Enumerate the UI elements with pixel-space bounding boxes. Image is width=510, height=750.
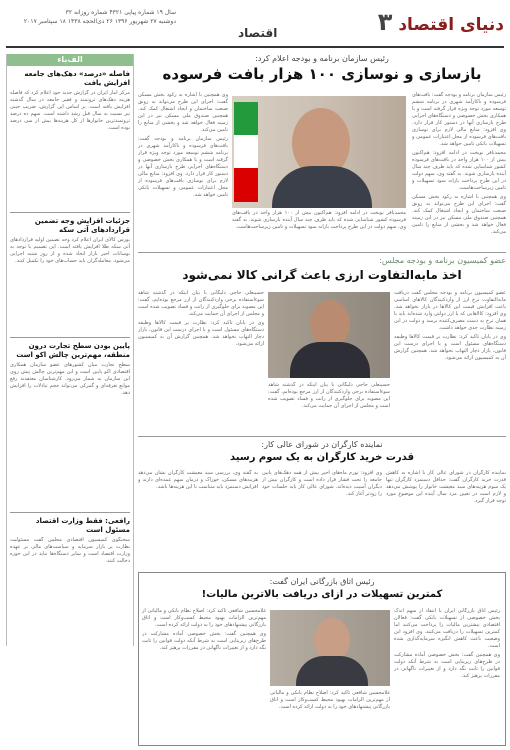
fourth-story-column-under-photo: غلامحسین شافعی تاکید کرد: اصلاح نظام بانکی و مالیاتی از مهم‌ترین الزامات بهبود محیط کسب‌وکار است و اتاق بازرگانی پیشنهادهای خود را به دولت ارائه کرده است. bbox=[270, 690, 390, 710]
third-story-column-left: به گفته وی، بررسی سبد معیشت کارگران نشان می‌دهد هزینه‌های مسکن، خوراک و درمان سهم عمده‌ای دارند و افزایش دستمزد باید متناسب با این هزینه‌ها باشد. bbox=[138, 470, 258, 490]
dateline-issue: سال ۱۹ شماره پیاپی ۴۳۲۱ شماره روزانه ۳۲ bbox=[65, 9, 176, 16]
masthead bbox=[6, 4, 504, 48]
dateline-date: دوشنبه ۲۷ شهریور ۱۳۹۶ ۲۶ ذی‌الحجه ۱۴۳۸ ۱۸ سپتامبر ۲۰۱۷ bbox=[23, 18, 176, 25]
sidebar-item bbox=[7, 342, 133, 508]
brand-name: دنیای اقتصاد bbox=[398, 15, 504, 35]
top-story-photo bbox=[232, 96, 406, 208]
sidebar-item-title: فاصله «درصد» دهک‌های جامعه افزایش یافت bbox=[24, 70, 130, 87]
sidebar-item-body: بورس کالای ایران اعلام کرد وجه تضمین اولیه قراردادهای آتی سکه طلا افزایش یافته است. این تصمیم با توجه به نوسانات اخیر بازار اتخاذ شده و از روز شنبه اجرایی می‌شود. معامله‌گران باید حساب‌های خود را تکمیل کنند. bbox=[10, 237, 130, 264]
top-story-column-left: وی همچنین با اشاره به رکود بخش مسکن گفت: اجرای این طرح می‌تواند به رونق صنعت ساختمان و ایجاد اشتغال کمک کند. همچنین صندوق ملی مسکن نیز در این زمینه فعال خواهد شد و بخشی از منابع را تامین می‌کند. رئیس سازمان برنامه و بودجه گفت: بافت‌های فرسوده و ناکارآمد شهری در برنامه ششم توسعه مورد توجه ویژه قرار گرفته است و با همکاری بخش خصوصی و دستگاه‌های اجرایی طرح بازسازی آنها در دستور کار قرار دارد. وی افزود: منابع مالی لازم برای نوسازی بافت‌های فرسوده از محل اعتبارات عمومی و تسهیلات بانکی تامین خواهد شد. bbox=[138, 92, 228, 198]
sidebar-item-title: رافعی: فقط وزارت اقتصاد مسئول است bbox=[35, 517, 130, 534]
top-story-column-right: رئیس سازمان برنامه و بودجه گفت: بافت‌های فرسوده و ناکارآمد شهری در برنامه ششم توسعه مورد توجه ویژه قرار گرفته است و با همکاری بخش خصوصی و دستگاه‌های اجرایی طرح بازسازی آنها در دستور کار قرار دارد. وی افزود: منابع مالی لازم برای نوسازی بافت‌های فرسوده از محل اعتبارات عمومی و تسهیلات بانکی تامین خواهد شد. محمدباقر نوبخت در ادامه افزود: هم‌اکنون بیش از ۱۰۰ هزار واحد در بافت‌های فرسوده کشور شناسایی شده که باید ظرف چند سال آینده بازسازی شوند. به گفته وی، سهم دولت در این طرح پرداخت یارانه سود تسهیلات و تامین زیرساخت‌هاست. وی همچنین با اشاره به رکود بخش مسکن گفت: اجرای این طرح می‌تواند به رونق صنعت ساختمان و ایجاد اشتغال کمک کند. همچنین صندوق ملی مسکن نیز در این زمینه فعال خواهد شد و بخشی از منابع را تامین می‌کند. bbox=[412, 92, 506, 235]
fourth-story-column-right: رئیس اتاق بازرگانی ایران با انتقاد از سهم اندک بخش خصوصی از تسهیلات بانکی گفت: فعالان اقتصادی بیشترین مالیات را پرداخت می‌کنند اما کمترین تسهیلات را دریافت می‌کنند. وی افزود این وضعیت باعث کاهش انگیزه سرمایه‌گذاری شده است. وی همچنین گفت: بخش خصوصی آماده مشارکت در طرح‌های زیربنایی است به شرط آنکه دولت قوانین را ثابت نگه دارد و از تغییرات ناگهانی در مقررات پرهیز کند. bbox=[394, 608, 500, 679]
sidebar-heading: الف‌باء bbox=[7, 54, 133, 66]
divider bbox=[10, 337, 130, 338]
sidebar-item bbox=[7, 217, 133, 333]
divider bbox=[10, 212, 130, 213]
divider bbox=[10, 512, 130, 513]
second-story-column-right: عضو کمیسیون برنامه و بودجه مجلس گفت دریافت مابه‌التفاوت نرخ ارز از واردکنندگان کالاهای اساسی باعث افزایش قیمت این کالاها در بازار نخواهد شد. وی افزود: کالاهایی که با ارز دولتی وارد شده‌اند باید با همان نرخ به دست مصرف‌کننده برسد و دولت در این زمینه نظارت جدی خواهد داشت. وی در پایان تاکید کرد: نظارت بر قیمت کالاها وظیفه دستگاه‌های مسئول است و با اجرای درست این قانون، بازار دچار التهاب نخواهد شد. همچنین گزارش آن به کمیسیون ارائه می‌شود. bbox=[394, 290, 506, 361]
second-story bbox=[138, 256, 506, 282]
dateline bbox=[6, 8, 176, 26]
top-story-kicker: رئیس سازمان برنامه و بودجه اعلام کرد: bbox=[255, 54, 389, 63]
section-title: اقتصاد bbox=[238, 26, 278, 40]
sidebar-item-body: سخنگوی کمیسیون اقتصادی مجلس گفت مسئولیت نظارت بر بازار سرمایه و سیاست‌های مالی بر عهده وزارت اقتصاد است و سایر دستگاه‌ها نباید در این حوزه دخالت کنند. bbox=[10, 537, 130, 564]
second-story-column-left: حسینعلی حاجی دلیگانی با بیان اینکه در گذشته شاهد سوءاستفاده برخی واردکنندگان از ارز مرجع بوده‌ایم، گفت: این مصوبه برای جلوگیری از رانت و فساد تصویب شده است و مجلس از اجرای آن حمایت می‌کند. وی در پایان تاکید کرد: نظارت بر قیمت کالاها وظیفه دستگاه‌های مسئول است و با اجرای درست این قانون، بازار دچار التهاب نخواهد شد. همچنین گزارش آن به کمیسیون ارائه می‌شود. bbox=[138, 290, 264, 347]
divider bbox=[138, 436, 506, 437]
third-story bbox=[138, 440, 506, 463]
second-story-kicker: عضو کمیسیون برنامه و بودجه مجلس: bbox=[379, 256, 506, 265]
second-story-headline: اخذ مابه‌التفاوت ارزی باعث گرانی کالا نمی‌شود bbox=[182, 268, 462, 282]
fourth-story-column-left: غلامحسین شافعی تاکید کرد: اصلاح نظام بانکی و مالیاتی از مهم‌ترین الزامات بهبود محیط کسب‌وکار است و اتاق بازرگانی پیشنهادهای خود را به دولت ارائه کرده است. وی همچنین گفت: بخش خصوصی آماده مشارکت در طرح‌های زیربنایی است به شرط آنکه دولت قوانین را ثابت نگه دارد و از تغییرات ناگهانی در مقررات پرهیز کند. bbox=[142, 608, 266, 651]
third-story-column-mid: وی افزود: تورم ماه‌های اخیر بیش از همه دهک‌های پایین جامعه را تحت فشار قرار داده است و کارگران بیش از دیگران آسیب دیده‌اند. شورای عالی کار باید جلسات خود را زودتر آغاز کند. bbox=[262, 470, 382, 497]
sidebar-item-body: سطح تجارت میان کشورهای عضو سازمان همکاری اقتصادی اکو پایین است و این مهم‌ترین چالش پیش روی این سازمان به شمار می‌رود. کارشناسان معتقدند رفع موانع تعرفه‌ای و گمرکی می‌تواند حجم تبادلات را افزایش دهد. bbox=[10, 362, 130, 396]
top-story-column-under-photo: محمدباقر نوبخت در ادامه افزود: هم‌اکنون بیش از ۱۰۰ هزار واحد در بافت‌های فرسوده کشور شناسایی شده که باید ظرف چند سال آینده بازسازی شوند. به گفته وی، سهم دولت در این طرح پرداخت یارانه سود تسهیلات و تامین زیرساخت‌هاست. bbox=[232, 210, 406, 230]
divider bbox=[138, 252, 506, 253]
fourth-story bbox=[142, 577, 502, 600]
sidebar bbox=[6, 54, 134, 646]
third-story-column-right: نماینده کارگران در شورای عالی کار با اشاره به کاهش قدرت خرید کارگران گفت: حداقل دستمزد کارگران تنها یک سوم هزینه‌های سبد معیشت خانوار را پوشش می‌دهد و لازم است در تعیین مزد سال آینده این موضوع مورد توجه قرار گیرد. bbox=[386, 470, 506, 504]
sidebar-item bbox=[7, 517, 133, 601]
fourth-story-headline: کمترین تسهیلات در ازای دریافت بالاترین مالیات! bbox=[201, 589, 443, 600]
fourth-story-kicker: رئیس اتاق بازرگانی ایران گفت: bbox=[269, 577, 375, 586]
page-number: ۳ bbox=[377, 8, 393, 36]
sidebar-item bbox=[7, 66, 133, 208]
brand-logo bbox=[372, 8, 504, 36]
third-story-kicker: نماینده کارگران در شورای عالی کار: bbox=[261, 440, 383, 449]
third-story-headline: قدرت خرید کارگران به یک سوم رسید bbox=[230, 452, 414, 463]
top-story-headline: بازسازی و نوسازی ۱۰۰ هزار بافت فرسوده bbox=[162, 65, 482, 83]
sidebar-item-title: پایین بودن سطح تجارت درون منطقه، مهم‌ترین چالش اکو است bbox=[16, 342, 130, 359]
second-story-column-under-photo: حسینعلی حاجی دلیگانی با بیان اینکه در گذشته شاهد سوءاستفاده برخی واردکنندگان از ارز مرجع بوده‌ایم، گفت: این مصوبه برای جلوگیری از رانت و فساد تصویب شده است و مجلس از اجرای آن حمایت می‌کند. bbox=[268, 382, 390, 409]
top-story bbox=[138, 54, 506, 83]
sidebar-item-body: مرکز آمار ایران در گزارش جدید خود اعلام کرد که فاصله هزینه دهک‌های ثروتمند و فقیر جامعه در سال گذشته افزایش یافته است. بر اساس این گزارش، ضریب جینی نیز نسبت به سال قبل رشد داشته است. سهم ده درصد ثروتمندترین خانوارها از کل هزینه‌ها بیش از سی درصد بوده است. bbox=[10, 90, 130, 131]
fourth-story-photo bbox=[270, 610, 390, 686]
second-story-photo bbox=[268, 292, 390, 378]
sidebar-item-title: جزئیات افزایش وجه تضمین قراردادهای آتی سکه bbox=[34, 217, 130, 234]
